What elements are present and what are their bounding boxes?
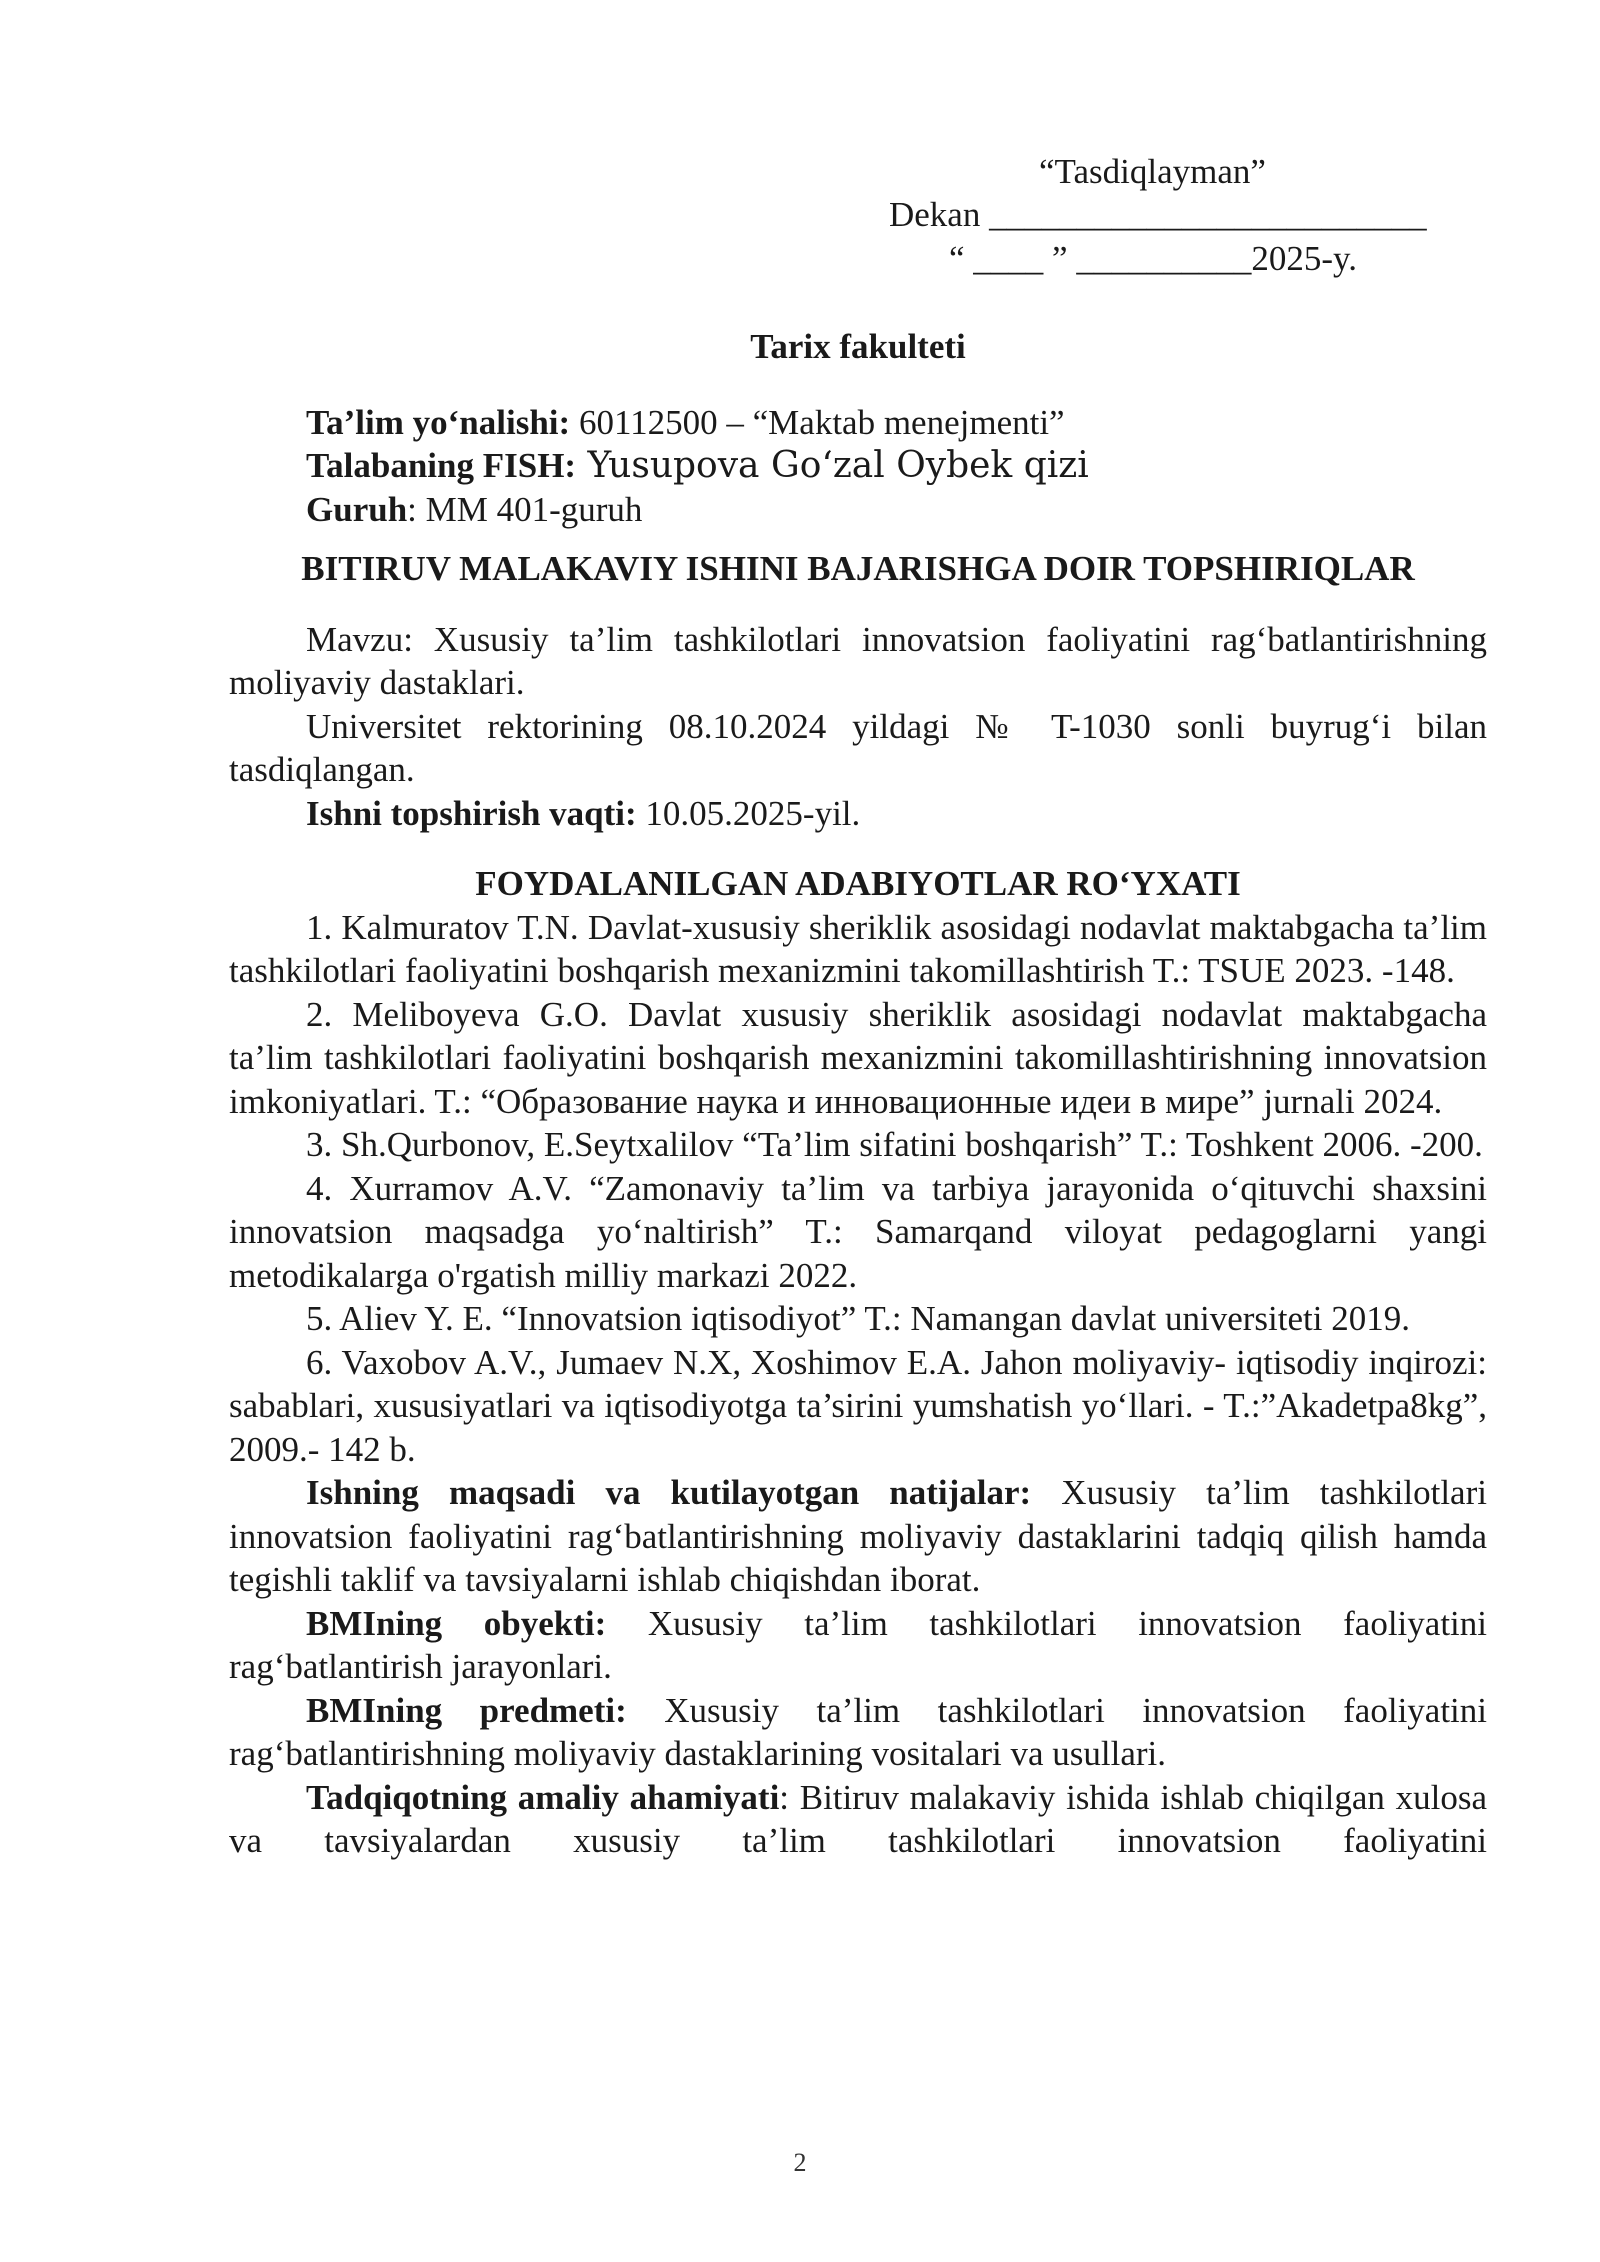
deadline-label: Ishni topshirish vaqti:	[306, 793, 637, 833]
reference-item: 1. Kalmuratov T.N. Davlat-xususiy sheriklik asosidagi nodavlat maktabgacha ta’lim tashkilotlari faoliyatini boshqarish mexanizmini takomillashtirish T.: TSUE 2023. -148.	[229, 907, 1487, 990]
practical-label: Tadqiqotning amaliy ahamiyati	[306, 1777, 780, 1817]
approval-title: “Tasdiqlayman”	[1039, 152, 1266, 191]
goal-paragraph	[229, 1471, 1487, 1602]
group-row	[306, 488, 1487, 532]
student-row	[306, 444, 1487, 488]
page-content	[229, 150, 1487, 1863]
reference-item: 3. Sh.Qurbonov, E.Seytxalilov “Ta’lim sifatini boshqarish” T.: Toshkent 2006. -200.	[306, 1125, 1483, 1164]
order-paragraph: Universitet rektorining 08.10.2024 yildagi № T-1030 sonli buyrug‘i bilan tasdiqlangan.	[229, 706, 1487, 789]
practical-paragraph	[229, 1776, 1487, 1863]
approval-block	[889, 150, 1449, 281]
direction-label: Ta’lim yo‘nalishi:	[306, 402, 571, 442]
subject-paragraph	[229, 1689, 1487, 1776]
group-label: Guruh	[306, 489, 408, 529]
direction-row	[306, 401, 1487, 445]
subject-value: Xususiy ta’lim tashkilotlari innovatsion faoliyatini rag‘batlantirishning moliyaviy dastaklarining vositalari va usullari.	[229, 1690, 1487, 1773]
reference-item: 2. Meliboyeva G.O. Davlat xususiy sheriklik asosidagi nodavlat maktabgacha ta’lim tashkilotlari faoliyatini boshqarish mexanizmini takomillashtirishning innovatsion imkoniyatlari. T.: “Образование наука и инновационные идеи в мире” jurnali 2024.	[229, 994, 1487, 1121]
practical-value: : Bitiruv malakaviy ishida ishlab chiqilgan xulosa va tavsiyalardan xususiy ta’lim tashkilotlari innovatsion faoliyatini	[229, 1777, 1487, 1860]
direction-value: 60112500 – “Maktab menejmenti”	[570, 402, 1065, 442]
group-value: : MM 401-guruh	[407, 489, 643, 529]
deadline-paragraph	[229, 792, 1487, 836]
tasks-heading: BITIRUV MALAKAVIY ISHINI BAJARISHGA DOIR TOPSHIRIQLAR	[301, 549, 1415, 588]
object-paragraph	[229, 1602, 1487, 1689]
student-info	[229, 401, 1487, 532]
goal-value: Xususiy ta’lim tashkilotlari innovatsion faoliyatini rag‘batlantirishning moliyaviy dastaklarini tadqiq qilish hamda tegishli taklif va tavsiyalarni ishlab chiqishdan iborat.	[229, 1473, 1487, 1599]
faculty-title: Tarix fakulteti	[750, 327, 966, 366]
topic-paragraph: Mavzu: Xususiy ta’lim tashkilotlari innovatsion faoliyatini rag‘batlantirishning moliyaviy dastaklari.	[229, 619, 1487, 702]
references-heading: FOYDALANILGAN ADABIYOTLAR RO‘YXATI	[475, 864, 1241, 903]
reference-item: 6. Vaxobov A.V., Jumaev N.X, Xoshimov E.A. Jahon moliyaviy- iqtisodiy inqirozi: sabablari, xususiyatlari va iqtisodiyotga ta’sirini yumshatish yo‘llari. - T.:”Akadetpa8kg”, 2009.- 142 b.	[229, 1342, 1487, 1469]
object-value: Xususiy ta’lim tashkilotlari innovatsion faoliyatini rag‘batlantirish jarayonlari.	[229, 1603, 1487, 1686]
reference-item: 5. Aliev Y. E. “Innovatsion iqtisodiyot” T.: Namangan davlat universiteti 2019.	[306, 1299, 1410, 1338]
subject-label: BMIning predmeti:	[306, 1690, 627, 1730]
object-label: BMIning obyekti:	[306, 1603, 607, 1643]
approval-date-line: “ ____ ” __________2025-y.	[949, 239, 1357, 278]
page-number: 2	[793, 2148, 807, 2177]
student-label: Talabaning FISH:	[306, 446, 577, 485]
reference-item: 4. Xurramov A.V. “Zamonaviy ta’lim va tarbiya jarayonida o‘qituvchi shaxsini innovatsion maqsadga yo‘naltirish” T.: Samarqand viloyat pedagoglarni yangi metodikalarga o'rgatish milliy markazi 2022.	[229, 1168, 1487, 1295]
goal-label: Ishning maqsadi va kutilayotgan natijalar:	[306, 1473, 1032, 1512]
student-name: Yusupova Go‘zal Oybek qizi	[576, 445, 1089, 486]
dean-signature-line: Dekan _________________________	[889, 195, 1427, 234]
deadline-value: 10.05.2025-yil.	[636, 793, 861, 833]
